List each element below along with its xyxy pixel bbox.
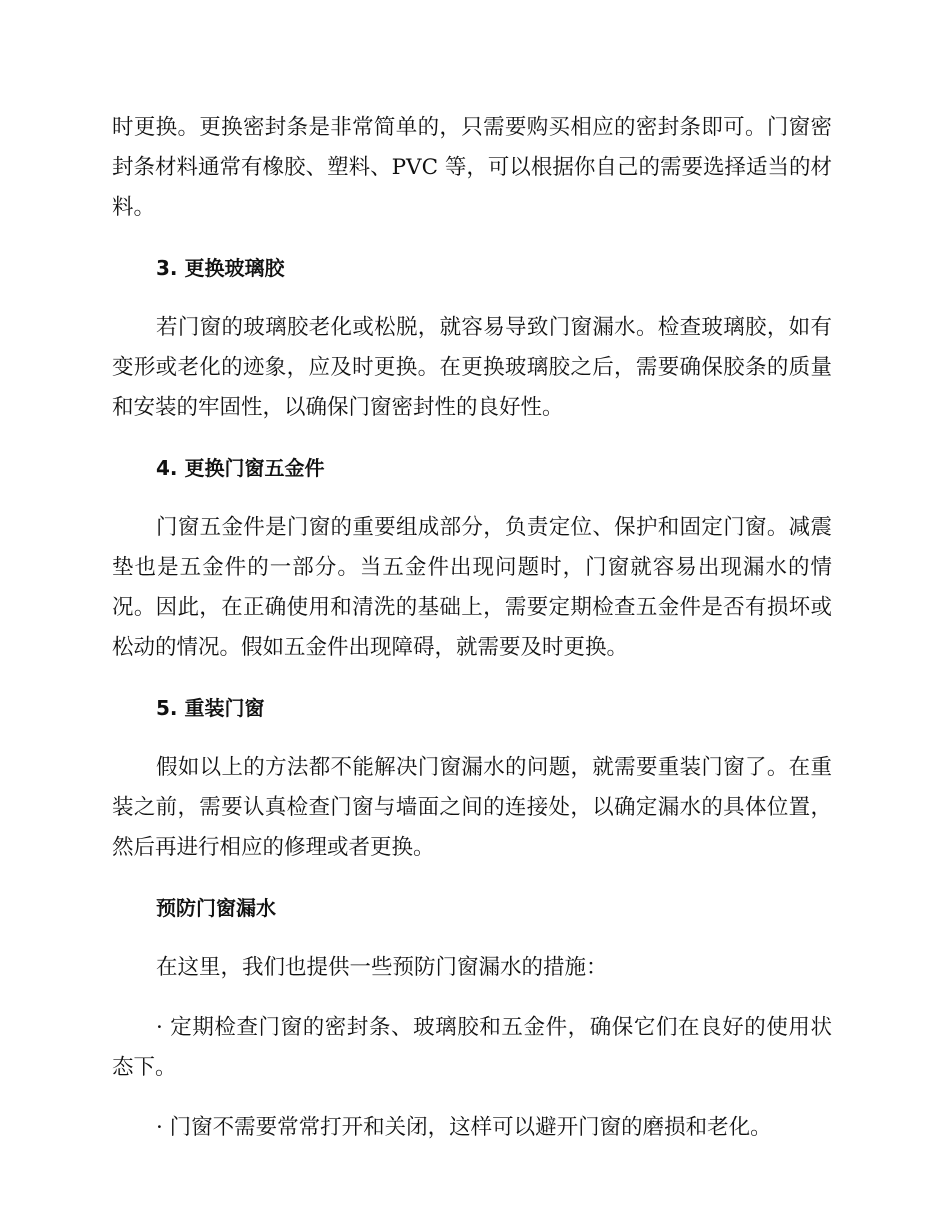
section-heading-reinstall: 5. 重装门窗 bbox=[156, 696, 265, 720]
paragraph-glass-glue: 若门窗的玻璃胶老化或松脱，就容易导致门窗漏水。检查玻璃胶，如有变形或老化的迹象，应及时更换。在更换玻璃胶之后，需要确保胶条的质量和安装的牢固性，以确保门窗密封性的良好性。 bbox=[112, 315, 832, 420]
section-heading-replace-glass-glue: 3. 更换玻璃胶 bbox=[156, 256, 285, 280]
paragraph-hardware: 门窗五金件是门窗的重要组成部分，负责定位、保护和固定门窗。减震垫也是五金件的一部分。当五金件出现问题时，门窗就容易出现漏水的情况。因此，在正确使用和清洗的基础上，需要定期检查五金件是否有损坏或松动的情况。假如五金件出现障碍，就需要及时更换。 bbox=[112, 515, 832, 660]
section-heading-replace-hardware: 4. 更换门窗五金件 bbox=[156, 456, 325, 480]
continuation-paragraph: 时更换。更换密封条是非常简单的，只需要购买相应的密封条即可。门窗密封条材料通常有橡胶、塑料、PVC 等，可以根据你自己的需要选择适当的材料。 bbox=[112, 115, 832, 220]
bullet-item-avoid-wear: · 门窗不需要常常打开和关闭，这样可以避开门窗的磨损和老化。 bbox=[156, 1115, 772, 1140]
paragraph-reinstall: 假如以上的方法都不能解决门窗漏水的问题，就需要重装门窗了。在重装之前，需要认真检查门窗与墙面之间的连接处，以确定漏水的具体位置，然后再进行相应的修理或者更换。 bbox=[112, 755, 832, 860]
paragraph-prevention-intro: 在这里，我们也提供一些预防门窗漏水的措施： bbox=[156, 955, 608, 980]
document-page bbox=[112, 108, 832, 1168]
section-heading-prevention: 预防门窗漏水 bbox=[156, 896, 276, 920]
bullet-item-inspect: · 定期检查门窗的密封条、玻璃胶和五金件，确保它们在良好的使用状态下。 bbox=[112, 1015, 832, 1080]
